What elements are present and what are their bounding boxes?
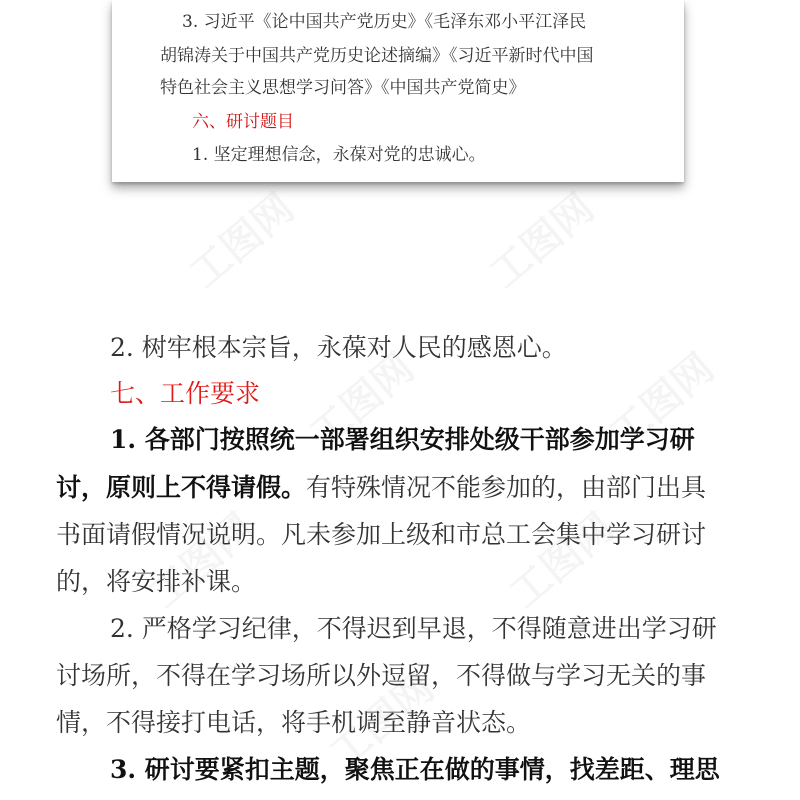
requirement-2-line-3: 情，不得接打电话，将手机调至静音状态。 (56, 708, 532, 737)
topic-1: 1. 坚定理想信念，永葆对党的忠诚心。 (192, 145, 486, 165)
requirement-1-line-2 (56, 470, 706, 506)
section-6-heading: 六、研讨题目 (192, 112, 294, 132)
watermark (176, 178, 305, 299)
document-card (112, 0, 684, 182)
requirement-2-line-2: 讨场所，不得在学习场所以外逗留，不得做与学习无关的事 (56, 661, 707, 690)
requirement-1-text: 有特殊情况不能参加的，由部门出具 (306, 473, 707, 502)
requirement-1-line-4: 的，将安排补课。 (56, 567, 257, 596)
watermark (476, 178, 605, 299)
topic-2: 2. 树牢根本宗旨，永葆对人民的感恩心。 (110, 333, 567, 362)
requirement-1-line-3: 书面请假情况说明。凡未参加上级和市总工会集中学习研讨 (56, 520, 707, 549)
requirement-2-line-1: 2. 严格学习纪律，不得迟到早退，不得随意进出学习研 (110, 614, 717, 643)
reading-item-3-line-1: 3. 习近平《论中国共产党历史》《毛泽东邓小平江泽民 (182, 12, 587, 32)
reading-item-3-line-3: 特色社会主义思想学习问答》《中国共产党简史》 (160, 78, 526, 98)
requirement-3-line-1: 3. 研讨要紧扣主题，聚焦正在做的事情，找差距、理思 (110, 755, 720, 784)
requirement-1-bold-text: 讨，原则上不得请假。 (56, 473, 307, 502)
section-7-heading: 七、工作要求 (110, 379, 261, 408)
reading-item-3-line-2: 胡锦涛关于中国共产党历史论述摘编》《习近平新时代中国 (160, 46, 594, 66)
requirement-1-line-1: 1. 各部门按照统一部署组织安排处级干部参加学习研 (110, 425, 695, 454)
